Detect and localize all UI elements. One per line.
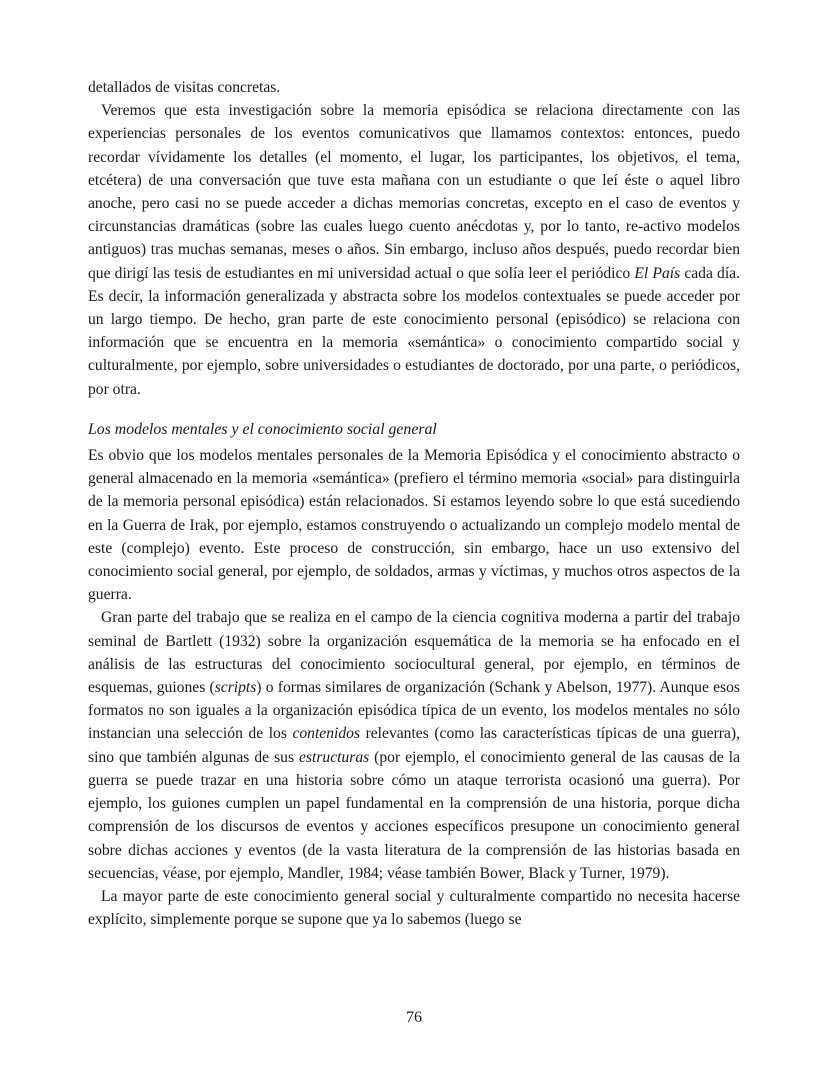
paragraph-es-obvio: Es obvio que los modelos mentales personales de la Memoria Episódica y el conocimiento abstracto o general almacenado en la memoria «semántica» (prefiero el término memoria «social» para distinguirla de la memoria personal episódica) están relacionados. Si estamos leyendo sobre lo que está sucediendo en la Guerra de Irak, por ejemplo, estamos construyendo o actualizando un complejo modelo mental de este (complejo) evento. Este proceso de construcción, sin embargo, hace un uso extensivo del conocimiento social general, por ejemplo, de soldados, armas y víctimas, y muchos otros aspectos de la guerra.	[88, 447, 740, 604]
paragraph-gran-parte-text-d: (por ejemplo, el conocimiento general de las causas de la guerra se puede trazar en una historia sobre cómo un ataque terrorista ocasionó una guerra). Por ejemplo, los guiones cumplen un papel fundamental en la comprensión de una historia, porque dicha comprensión de los discursos de eventos y acciones específicos presupone un conocimiento general sobre dichas acciones y eventos (de la vasta literatura de la comprensión de las historias basada en secuencias, véase, por ejemplo, Mandler, 1984; véase también Bower, Black y Turner, 1979).	[88, 748, 740, 882]
emphasis-contenidos: contenidos	[292, 725, 361, 743]
page-number: 76	[406, 1009, 422, 1026]
paragraph-gran-parte-text-b: ) o formas similares de organización (Schank y Abelson, 1977). Aunque esos formatos no son iguales a la organización episódica típica de un evento, los modelos mentales no sólo instancian una selección de los	[88, 679, 740, 743]
paragraph-gran-parte	[88, 606, 740, 884]
emphasis-estructuras: estructuras	[299, 748, 370, 766]
paragraph-veremos-text-a: Veremos que esta investigación sobre la memoria episódica se relaciona directamente con las experiencias personales de los eventos comunicativos que llamamos contextos: entonces, puedo recordar vívidamente los detalles (el momento, el lugar, los participantes, los objetivos, el tema, etcétera) de una conversación que tuve esta mañana con un estudiante o que leí éste o aquel libro anoche, pero casi no se puede acceder a dichas memorias concretas, excepto en el caso de eventos y circunstancias dramáticas (sobre las cuales luego cuento anécdotas y, por lo tanto, re-activo modelos antiguos) tras muchas semanas, meses o años. Sin embargo, incluso años después, puedo recordar bien que dirigí las tesis de estudiantes en mi universidad actual o que solía leer el periódico	[88, 102, 740, 282]
paragraph-veremos-text-b: cada día. Es decir, la información generalizada y abstracta sobre los modelos contextuales se puede acceder por un largo tiempo. De hecho, gran parte de este conocimiento personal (episódico) se relaciona con información que se encuentra en la memoria «semántica» o conocimiento compartido social y culturalmente, por ejemplo, sobre universidades o estudiantes de doctorado, por una parte, o periódicos, por otra.	[88, 264, 740, 398]
paragraph-veremos	[88, 99, 740, 401]
emphasis-el-pais: El País	[634, 264, 681, 282]
paragraph-la-mayor-parte: La mayor parte de este conocimiento general social y culturalmente compartido no necesita hacerse explícito, simplemente porque se supone que ya lo sabemos (luego se	[88, 887, 740, 929]
paragraph-gran-parte-text-c: relevantes (como las características típicas de una guerra), sino que también algunas de sus	[88, 725, 740, 766]
section-heading: Los modelos mentales y el conocimiento social general	[88, 420, 437, 438]
paragraph-continuation: detallados de visitas concretas.	[88, 79, 281, 96]
text-column	[88, 76, 740, 931]
paragraph-gran-parte-text-a: Gran parte del trabajo que se realiza en el campo de la ciencia cognitiva moderna a partir del trabajo seminal de Bartlett (1932) sobre la organización esquemática de la memoria se ha enfocado en el análisis de las estructuras del conocimiento sociocultural general, por ejemplo, en términos de esquemas, guiones (	[88, 609, 740, 697]
emphasis-scripts: scripts	[214, 679, 257, 697]
